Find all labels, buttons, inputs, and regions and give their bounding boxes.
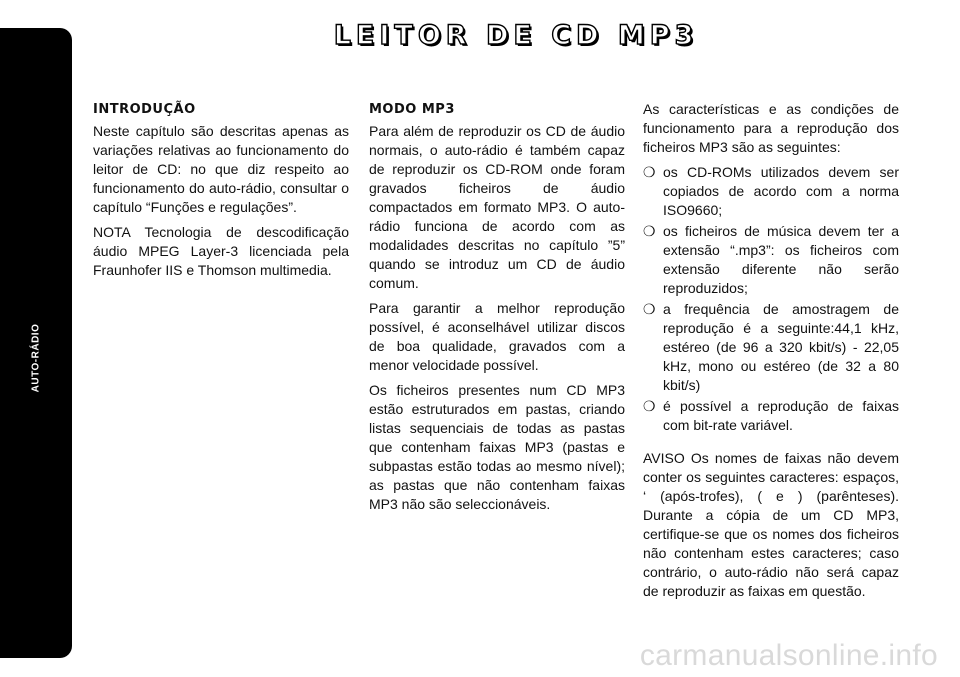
bullet-circle-icon: ❍ xyxy=(643,223,656,239)
column-mp3-mode xyxy=(369,100,625,520)
column-features xyxy=(643,100,899,607)
intro-note: NOTA Tecnologia de descodificação áudio MPEG Layer-3 licenciada pela Fraunhofer IIS e Thomson multimedia. xyxy=(93,224,349,278)
list-item: ❍ é possível a reprodução de faixas com bit-rate variável. xyxy=(643,398,899,433)
list-item: ❍ os ficheiros de música devem ter a extensão “.mp3”: os ficheiros com extensão diferente não serão reproduzidos; xyxy=(643,223,899,296)
sidebar-bar xyxy=(0,28,72,658)
bullet-circle-icon: ❍ xyxy=(643,164,656,180)
features-intro: As características e as condições de funcionamento para a reprodução dos ficheiros MP3 são as seguintes: xyxy=(643,101,899,155)
mp3-mode-paragraph: Os ficheiros presentes num CD MP3 estão estruturados em pastas, criando listas sequenciais de todas as pastas que contenham faixas MP3 (pastas e subpastas estão todas ao mesmo nível); as pastas que não contenham faixas MP3 não são seleccionáveis. xyxy=(369,382,625,512)
page-number: 274 xyxy=(12,636,49,661)
bullet-circle-icon: ❍ xyxy=(643,398,656,414)
intro-heading: INTRODUÇÃO xyxy=(93,102,196,117)
list-item: ❍ a frequência de amostragem de reprodução é a seguinte:44,1 kHz, estéreo (de 96 a 320 kbit/s) - 22,05 kHz, mono ou estéreo (de 32 a 80 kbit/s) xyxy=(643,301,899,393)
mp3-mode-heading: MODO MP3 xyxy=(369,102,455,117)
sidebar xyxy=(0,0,72,677)
bullet-circle-icon: ❍ xyxy=(643,301,656,317)
column-intro xyxy=(93,100,349,286)
watermark: carmanualsonline.info xyxy=(639,639,938,672)
warning-paragraph: AVISO Os nomes de faixas não devem conter os seguintes caracteres: espaços, ‘ (após-trofes), ( e ) (parênteses). Durante a cópia de um CD MP3, certifique-se que os nomes dos ficheiros não contenham estes caracteres; caso contrário, o auto-rádio não será capaz de reproduzir as faixas em questão. xyxy=(643,450,899,599)
intro-paragraph: Neste capítulo são descritas apenas as variações relativas ao funcionamento do leitor de CD: no que diz respeito ao funcionamento do auto-rádio, consultar o capítulo “Funções e regulações”. xyxy=(93,123,349,215)
mp3-mode-paragraph: Para além de reproduzir os CD de áudio normais, o auto-rádio é também capaz de reproduzir os CD-ROM onde foram gravados ficheiros de áudio compactados em formato MP3. O auto-rádio funciona de acordo com as modalidades descritas no capítulo ”5” quando se introduz um CD de áudio comum. xyxy=(369,123,625,291)
features-list xyxy=(643,163,899,435)
mp3-mode-paragraph: Para garantir a melhor reprodução possível, é aconselhável utilizar discos de boa qualidade, gravados com a menor velocidade possível. xyxy=(369,300,625,373)
list-item: ❍ os CD-ROMs utilizados devem ser copiados de acordo com a norma ISO9660; xyxy=(643,164,899,218)
section-label: AUTO-RÁDIO xyxy=(30,323,42,393)
page-title: LEITOR DE CD MP3 xyxy=(333,20,699,51)
